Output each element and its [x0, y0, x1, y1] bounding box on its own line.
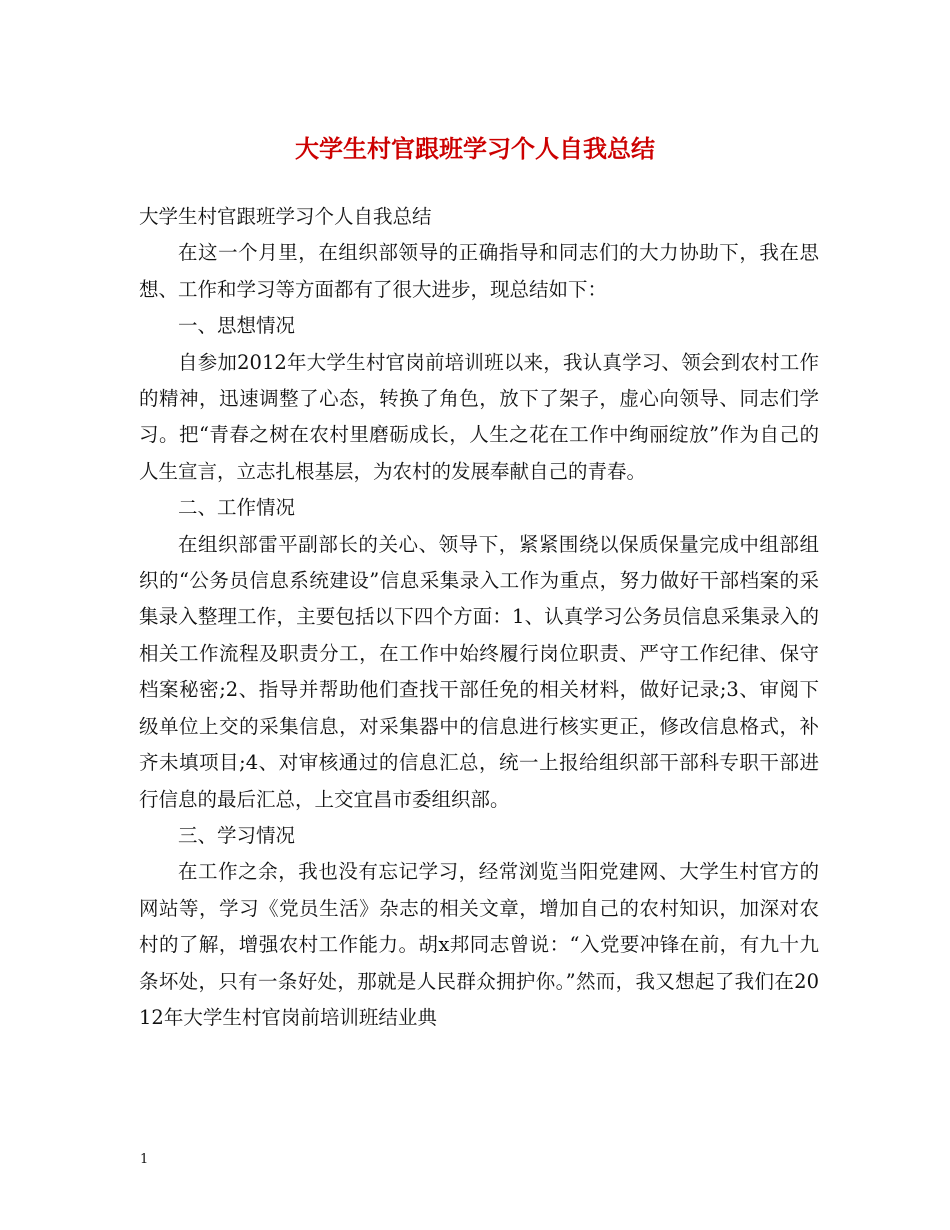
- section-heading-thought: 一、思想情况: [178, 314, 296, 338]
- study-paragraph: 在工作之余，我也没有忘记学习，经常浏览当阳党建网、大学生村官方的网站等，学习《党员生活》杂志的相关文章，增加自己的农村知识，加深对农村的了解，增强农村工作能力。胡x邦同志曾说：“入党要冲锋在前，有九十九条坏处，只有一条好处，那就是人民群众拥护你。”然而，我又想起了我们在2012年大学生村官岗前培训班结业典: [139, 860, 819, 1029]
- document-body: [139, 199, 819, 1036]
- section-heading-study: 三、学习情况: [178, 823, 296, 847]
- intro-paragraph: 在这一个月里，在组织部领导的正确指导和同志们的大力协助下，我在思想、工作和学习等方面都有了很大进步，现总结如下：: [139, 241, 819, 301]
- thought-paragraph: 自参加2012年大学生村官岗前培训班以来，我认真学习、领会到农村工作的精神，迅速调整了心态，转换了角色，放下了架子，虚心向领导、同志们学习。把“青春之树在农村里磨砺成长，人生之花在工作中绚丽绽放”作为自己的人生宣言，立志扎根基层，为农村的发展奉献自己的青春。: [139, 350, 819, 483]
- document-title: 大学生村官跟班学习个人自我总结: [295, 134, 655, 163]
- body-heading-line: 大学生村官跟班学习个人自我总结: [139, 205, 432, 228]
- work-paragraph: 在组织部雷平副部长的关心、领导下，紧紧围绕以保质保量完成中组部组织的“公务员信息系统建设”信息采集录入工作为重点，努力做好干部档案的采集录入整理工作，主要包括以下四个方面：1、认真学习公务员信息采集录入的相关工作流程及职责分工，在工作中始终履行岗位职责、严守工作纪律、保守档案秘密;2、指导并帮助他们查找干部任免的相关材料，做好记录;3、审阅下级单位上交的采集信息，对采集器中的信息进行核实更正，修改信息格式，补齐未填项目;4、对审核通过的信息汇总，统一上报给组织部干部科专职干部进行信息的最后汇总，上交宜昌市委组织部。: [139, 532, 819, 811]
- section-heading-work: 二、工作情况: [178, 496, 296, 520]
- page-number: 1: [140, 1152, 149, 1167]
